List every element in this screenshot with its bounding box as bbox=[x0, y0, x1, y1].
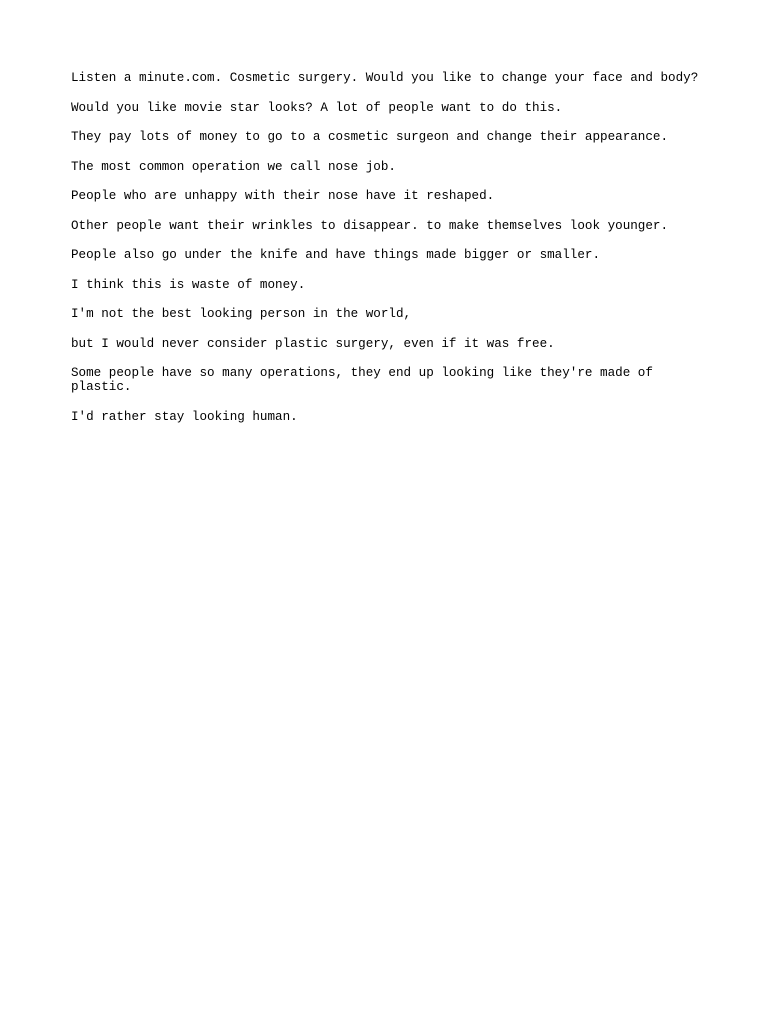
paragraph: The most common operation we call nose job. bbox=[71, 159, 396, 174]
paragraph: They pay lots of money to go to a cosmetic surgeon and change their appearance. bbox=[71, 130, 669, 144]
paragraph: Some people have so many operations, they end up looking like they're made of plastic. bbox=[71, 366, 653, 394]
document-page bbox=[71, 71, 701, 439]
paragraph: I'd rather stay looking human. bbox=[71, 409, 298, 424]
paragraph: I think this is waste of money. bbox=[71, 277, 306, 292]
paragraph: Listen a minute.com. Cosmetic surgery. Would you like to change your face and body? bbox=[71, 71, 699, 85]
paragraph: People also go under the knife and have things made bigger or smaller. bbox=[71, 248, 601, 262]
paragraph: I'm not the best looking person in the world, bbox=[71, 307, 412, 321]
paragraph: People who are unhappy with their nose have it reshaped. bbox=[71, 189, 495, 203]
paragraph: but I would never consider plastic surgery, even if it was free. bbox=[71, 336, 555, 351]
paragraph: Other people want their wrinkles to disappear. to make themselves look younger. bbox=[71, 218, 669, 233]
paragraph: Would you like movie star looks? A lot of people want to do this. bbox=[71, 100, 563, 115]
